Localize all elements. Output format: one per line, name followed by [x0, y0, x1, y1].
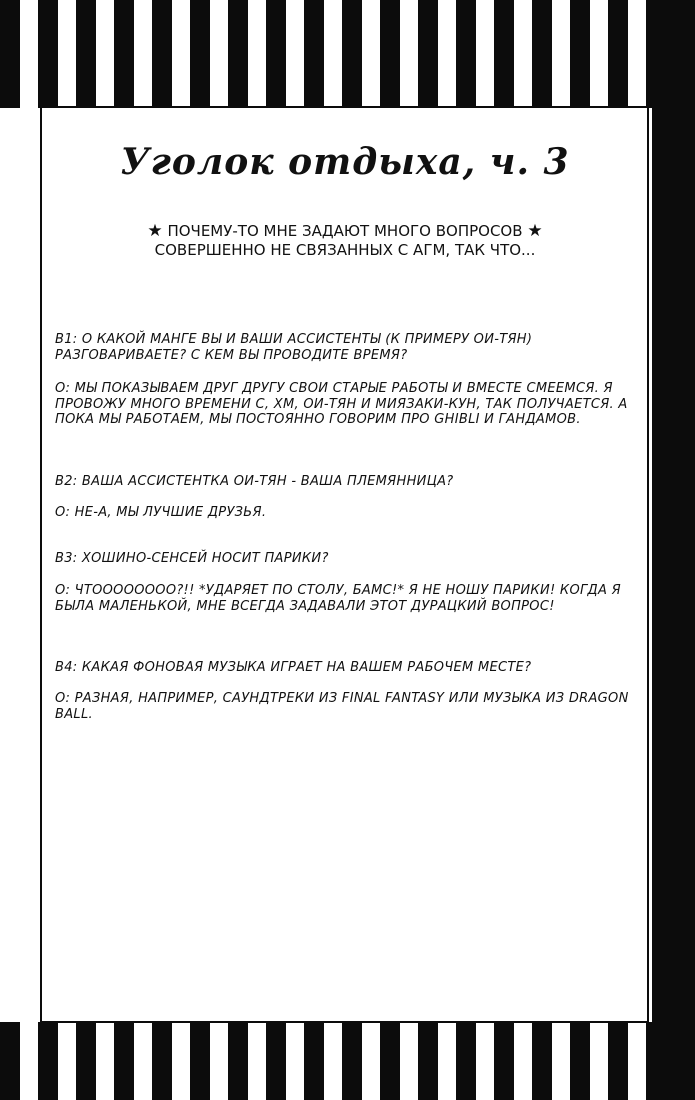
question-4: В4: КАКАЯ ФОНОВАЯ МУЗЫКА ИГРАЕТ НА ВАШЕМ РАБОЧЕМ МЕСТЕ? [55, 660, 532, 675]
top-stripe-border [0, 0, 695, 108]
question-2: В2: ВАША АССИСТЕНТКА ОИ-ТЯН - ВАША ПЛЕМЯННИЦА? [55, 474, 454, 489]
bottom-stripe-border [0, 1022, 695, 1100]
answer-4: О: РАЗНАЯ, НАПРИМЕР, САУНДТРЕКИ ИЗ FINAL FANTASY ИЛИ МУЗЫКА ИЗ DRAGON BALL. [55, 691, 629, 722]
page-title: Уголок отдыха, ч. 3 [120, 141, 570, 183]
question-3: В3: ХОШИНО-СЕНСЕЙ НОСИТ ПАРИКИ? [55, 551, 329, 566]
question-1: В1: О КАКОЙ МАНГЕ ВЫ И ВАШИ АССИСТЕНТЫ (К ПРИМЕРУ ОИ-ТЯН) РАЗГОВАРИВАЕТЕ? С КЕМ ВЫ ПРОВОДИТЕ ВРЕМЯ? [55, 332, 533, 363]
star-icon: ★ [527, 221, 543, 241]
answer-3: О: ЧТОООООООО?!! *УДАРЯЕТ ПО СТОЛУ, БАМС!* Я НЕ НОШУ ПАРИКИ! КОГДА Я БЫЛА МАЛЕНЬКОЙ, МНЕ ВСЕГДА ЗАДАВАЛИ ЭТОТ ДУРАЦКИЙ ВОПРОС! [55, 583, 621, 614]
answer-2: О: НЕ-А, МЫ ЛУЧШИЕ ДРУЗЬЯ. [55, 505, 267, 520]
star-icon: ★ [147, 221, 163, 241]
subtitle-line-1 [100, 222, 590, 241]
subtitle-line-2: СОВЕРШЕННО НЕ СВЯЗАННЫХ С АГМ, ТАК ЧТО... [154, 241, 536, 259]
answer-1: О: МЫ ПОКАЗЫВАЕМ ДРУГ ДРУГУ СВОИ СТАРЫЕ РАБОТЫ И ВМЕСТЕ СМЕЕМСЯ. Я ПРОВОЖУ МНОГО ВРЕМЕНИ С, ХМ, ОИ-ТЯН И МИЯЗАКИ-КУН, ТАК ПОЛУЧАЕТСЯ. А ПОКА МЫ РАБОТАЕМ, МЫ ПОСТОЯННО ГОВОРИМ ПРО GHIBLI И ГАНДАМОВ. [55, 381, 628, 427]
right-black-margin [652, 0, 695, 1100]
subtitle-text-1: ПОЧЕМУ-ТО МНЕ ЗАДАЮТ МНОГО ВОПРОСОВ [167, 222, 523, 240]
subtitle [100, 222, 590, 260]
